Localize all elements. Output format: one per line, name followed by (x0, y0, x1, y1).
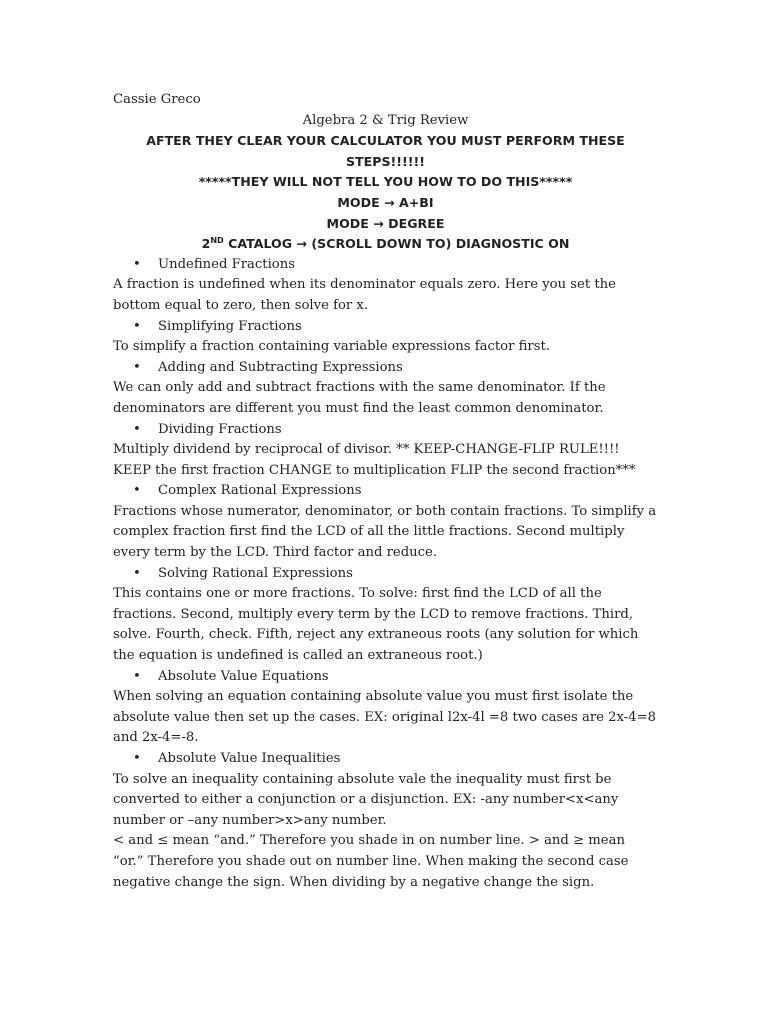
section-text: A fraction is undefined when its denominator equals zero. Here you set the bottom equal to zero, then solve for x. (113, 277, 616, 313)
section-heading (113, 317, 658, 338)
section-adding-subtracting (113, 358, 658, 420)
bullet-icon: • (133, 565, 141, 581)
section-text: When solving an equation containing absolute value you must first isolate the absolute value then set up the cases. EX: original l2x-4l =8 two cases are 2x-4=8 and 2x-4=-8. (113, 689, 657, 746)
section-heading-text: Dividing Fractions (158, 421, 282, 437)
section-heading (113, 667, 658, 688)
section-heading-text: Absolute Value Inequalities (158, 751, 341, 766)
catalog-number: 2 (201, 236, 211, 252)
section-text: We can only add and subtract fractions with the same denominator. If the denominators are different you must find the least common denominator. (113, 380, 606, 416)
section-dividing-fractions (113, 420, 658, 482)
section-heading-text: Solving Rational Expressions (158, 565, 353, 581)
bullet-icon: • (133, 256, 141, 272)
calculator-instruction-4: MODE → DEGREE (326, 215, 445, 231)
closing-paragraph: < and ≤ mean “and.” Therefore you shade in on number line. > and ≥ mean “or.” Therefore you shade out on number line. When making the second case negative change the sign. When dividing by a negative change the sign. (113, 833, 629, 890)
bullet-icon: • (133, 318, 141, 334)
calculator-instruction-1: AFTER THEY CLEAR YOUR CALCULATOR YOU MUST PERFORM THESE STEPS!!!!!! (146, 133, 625, 169)
author-name: Cassie Greco (113, 92, 201, 107)
section-text: To simplify a fraction containing variable expressions factor first. (113, 339, 550, 355)
section-complex-rational (113, 481, 658, 563)
section-heading (113, 749, 658, 770)
section-undefined-fractions (113, 255, 658, 317)
section-heading-text: Simplifying Fractions (158, 318, 302, 334)
section-absolute-value-equations (113, 667, 658, 749)
section-absolute-value-inequalities (113, 749, 658, 831)
section-simplifying-fractions (113, 317, 658, 358)
catalog-rest: CATALOG → (SCROLL DOWN TO) DIAGNOSTIC ON (223, 236, 570, 252)
section-text: This contains one or more fractions. To solve: first find the LCD of all the fractions. Second, multiply every term by the LCD to remove fractions. Third, solve. Fourth, check. Fifth, reject any extraneous roots (any solution for which the equation is undefined is called an extraneous root.) (113, 586, 639, 664)
section-heading-text: Complex Rational Expressions (158, 483, 362, 499)
calculator-instruction-2: *****THEY WILL NOT TELL YOU HOW TO DO THIS***** (198, 174, 573, 190)
section-text: Multiply dividend by reciprocal of divisor. ** KEEP-CHANGE-FLIP RULE!!!! KEEP the first fraction CHANGE to multiplication FLIP the second fraction*** (113, 442, 636, 478)
catalog-superscript: ND (210, 235, 224, 245)
bullet-icon: • (133, 359, 141, 375)
bullet-icon: • (133, 421, 141, 437)
section-text: To solve an inequality containing absolute vale the inequality must first be converted to either a conjunction or a disjunction. EX: -any number<x<any number or –any number>x>any number. (113, 771, 619, 828)
bullet-icon: • (133, 483, 141, 499)
document-body (113, 90, 658, 893)
bullet-icon: • (133, 751, 141, 766)
calculator-instruction-3: MODE → A+BI (337, 194, 434, 210)
section-heading (113, 255, 658, 276)
section-heading-text: Absolute Value Equations (158, 668, 329, 684)
section-heading (113, 420, 658, 441)
calculator-instruction-5 (113, 234, 658, 255)
section-heading (113, 564, 658, 585)
section-text: Fractions whose numerator, denominator, or both contain fractions. To simplify a complex fraction first find the LCD of all the little fractions. Second multiply every term by the LCD. Third factor and reduce. (113, 503, 657, 561)
section-heading (113, 481, 658, 502)
section-heading (113, 358, 658, 379)
section-solving-rational (113, 564, 658, 667)
document-title: Algebra 2 & Trig Review (302, 112, 469, 128)
section-heading-text: Undefined Fractions (158, 256, 296, 272)
section-heading-text: Adding and Subtracting Expressions (158, 359, 403, 375)
bullet-icon: • (133, 668, 141, 684)
